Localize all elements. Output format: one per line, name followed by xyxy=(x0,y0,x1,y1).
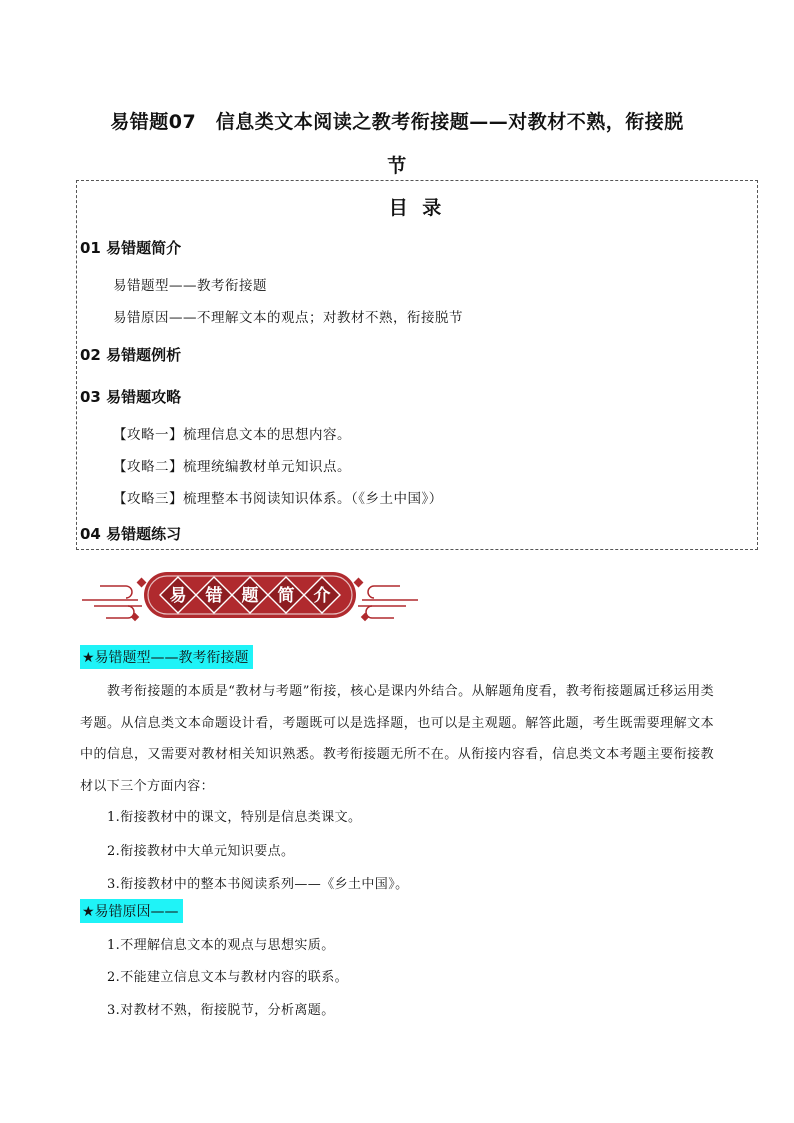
section-banner xyxy=(80,566,420,626)
list-item: 2.衔接教材中大单元知识要点。 xyxy=(107,844,295,859)
title-line-2: 节 xyxy=(387,155,407,177)
title-line-1: 易错题07 信息类文本阅读之教考衔接题——对教材不熟，衔接脱 xyxy=(110,111,684,133)
banner-char: 题 xyxy=(241,586,259,606)
list-item: 3.衔接教材中的整本书阅读系列——《乡土中国》。 xyxy=(107,877,409,892)
intro-paragraph: 教考衔接题的本质是“教材与考题”衔接，核心是课内外结合。从解题角度看，教考衔接题属迁移运用类考题。从信息类文本命题设计看，考题既可以是选择题，也可以是主观题。解答此题，考生既需要理解文本中的信息，又需要对教材相关知识熟悉。教考衔接题无所不在。从衔接内容看，信息类文本考题主要衔接教材以下三个方面内容： xyxy=(80,684,714,794)
toc-heading: 目 录 xyxy=(388,197,446,219)
toc-section-4: 04 易错题练习 xyxy=(80,525,182,543)
table-of-contents xyxy=(76,180,758,550)
banner-char: 简 xyxy=(277,586,295,606)
toc-section-2: 02 易错题例析 xyxy=(80,346,182,364)
banner-char: 错 xyxy=(205,586,223,606)
toc-item: 【攻略三】梳理整本书阅读知识体系。（《乡土中国》） xyxy=(113,491,443,507)
list-item: 3.对教材不熟，衔接脱节，分析离题。 xyxy=(107,1003,335,1018)
list-item: 1.不理解信息文本的观点与思想实质。 xyxy=(107,938,335,953)
toc-section-1: 01 易错题简介 xyxy=(80,239,182,257)
toc-item: 易错题型——教考衔接题 xyxy=(113,278,267,294)
toc-section-3: 03 易错题攻略 xyxy=(80,388,182,406)
section-heading-type: ★易错题型——教考衔接题 xyxy=(80,645,253,669)
list-item: 2.不能建立信息文本与教材内容的联系。 xyxy=(107,970,349,985)
list-item: 1.衔接教材中的课文，特别是信息类课文。 xyxy=(107,810,362,825)
toc-item: 【攻略二】梳理统编教材单元知识点。 xyxy=(113,459,351,475)
toc-item: 【攻略一】梳理信息文本的思想内容。 xyxy=(113,427,351,443)
toc-item: 易错原因——不理解文本的观点；对教材不熟，衔接脱节 xyxy=(113,310,463,326)
section-heading-cause: ★易错原因—— xyxy=(80,899,183,923)
document-title xyxy=(60,100,734,188)
banner-char: 介 xyxy=(313,586,331,606)
banner-char: 易 xyxy=(169,586,187,606)
